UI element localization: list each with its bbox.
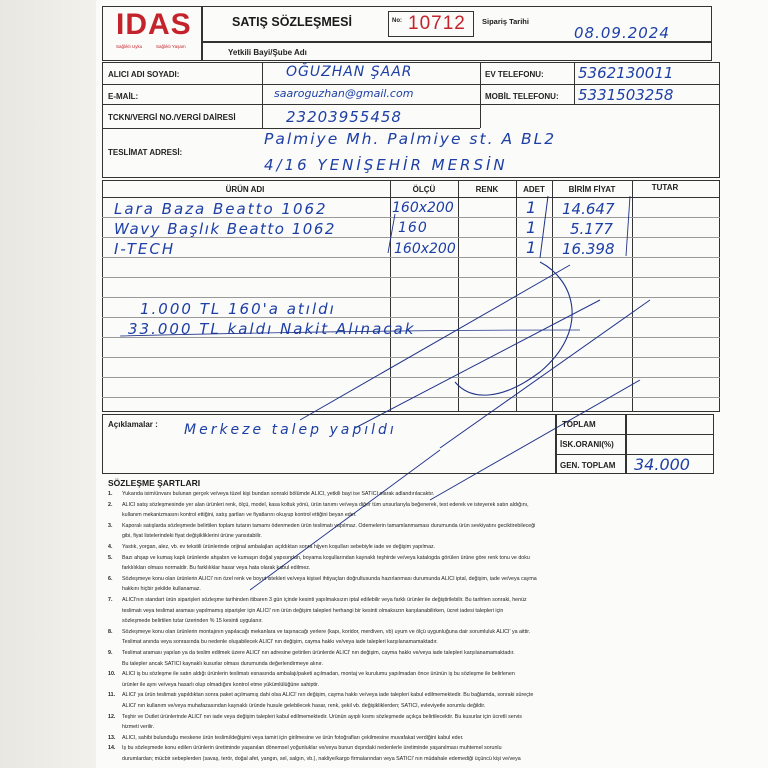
contract-number: 10712 (408, 13, 466, 34)
terms-clause (108, 703, 708, 710)
clause-number: 13. (108, 734, 116, 741)
clause-text: sözleşmede belirtilen tutar üzerinden % 15 kesinti uygulanır. (122, 618, 263, 625)
contract-title: SATIŞ SÖZLEŞMESİ (232, 15, 352, 29)
terms-clause (108, 544, 708, 551)
clause-text: Teslimat araması yapılan ya da teslim edilmek üzere ALICI' nın adresine getirilen ürünlerde ALICI' nın değişim, cayma hakkı ve/veya iade talepleri karşılanamamaktadır. (122, 650, 515, 656)
item-size: 160x200 (394, 241, 456, 257)
item-unit-price: 14.647 (562, 200, 615, 218)
terms-clause (108, 692, 708, 699)
clause-number: 5. (108, 554, 113, 561)
clause-number: 14. (108, 745, 116, 752)
terms-clause (108, 523, 708, 530)
email-label: E-MAİL: (108, 92, 139, 101)
header-color: RENK (475, 185, 499, 194)
clause-text: ürünler ile aynı ve/veya hasarlı olup olmadığını kontrol etme yükümlülüğüne sahiptir. (122, 681, 319, 688)
terms-clause (108, 512, 708, 519)
clause-text: ALICI, sahibi bulunduğu meskene ürün teslimi/değişimi veya tamiri için girilmesine ve ürün fotoğrafları çekilmesine muvafakat verdiğini kabul eder. (122, 734, 464, 741)
clause-number: 11. (108, 692, 116, 699)
clause-text: ALICI satış sözleşmesinde yer alan ürünleri renk, ölçü, model, kasa koltuk yönü, ürün tanımı ve/veya diğer tüm unsurlarıyla beğenerek, test ederek ve isteyerek satın aldığını, (122, 501, 529, 508)
clause-number: 8. (108, 628, 113, 635)
clause-text: kullanım mekanizmasını kontrol ettiğini, satış şartları ve fiyatlarını okuyup kontrol ettiğini beyan eder. (122, 512, 357, 519)
item-unit-price: 16.398 (562, 240, 615, 258)
grand-total-value: 34.000 (634, 455, 690, 474)
logo-tagline-left: Sağlıklı Uyku (116, 44, 143, 49)
item-size: 160x200 (392, 200, 454, 216)
terms-clause (108, 533, 708, 540)
clause-text: hizmeti verilir. (122, 724, 155, 731)
clause-text: ALICI' nın kullanım ve/veya muhafazasından kaynaklı üründe husule gelebilecek hasar, renk, şekil vb. değişikliklerden; SATICI, evleviyetle sorumlu değildir. (122, 703, 486, 709)
clause-number: 6. (108, 575, 113, 582)
address-label: TESLİMAT ADRESİ: (108, 148, 183, 157)
item-product: Lara Baza Beatto 1062 (114, 200, 328, 218)
clause-number: 1. (108, 491, 113, 497)
address-line1: Palmiye Mh. Palmiye st. A BL2 (264, 130, 557, 148)
clause-text: Bu talepler ancak SATICI kaynaklı kusurlar olması durumunda değerlendirmeye alınır. (122, 660, 323, 667)
terms-clause (108, 608, 708, 615)
payment-note-1: 1.000 TL 160'a atıldı (140, 300, 336, 318)
home-phone-value: 5362130011 (578, 64, 674, 82)
order-date-label: Sipariş Tarihi (482, 17, 529, 26)
item-qty: 1 (526, 198, 538, 217)
contract-no-label: No: (392, 18, 402, 24)
terms-clause (108, 650, 708, 657)
item-qty: 1 (526, 218, 538, 237)
terms-clause (108, 502, 708, 509)
header-product: ÜRÜN ADI (225, 185, 265, 194)
terms-clause (108, 671, 708, 678)
mobile-phone-value: 5331503258 (578, 86, 674, 104)
customer-name-label: ALICI ADI SOYADI: (108, 70, 180, 79)
clause-number: 12. (108, 713, 116, 720)
clause-text: Sözleşmeye konu olan ürünlerin montajının yapılacağı mekanlara ve taşınacağı yerlere (kapı, koridor, merdiven, vb) uyum ve ölçü uygunluğuna dair sorumluluk ALICI' ya aittir. (122, 628, 531, 635)
header-unit-price: BİRİM FİYAT (568, 185, 616, 194)
clause-number: 4. (108, 544, 113, 550)
header-qty: ADET (523, 185, 545, 194)
clause-text: Kaporalı satışlarda sözleşmede belirtilen toplam tutarın tamamı ödenmeden ürün teslimatı yapılmaz. Ödemelerin tamamlanmaması durumunda ürün sevkiyatını geciktirebileceği (122, 522, 536, 529)
payment-note-2: 33.000 TL kaldı Nakit Alınacak (128, 320, 416, 338)
home-phone-label: EV TELEFONU: (485, 70, 544, 79)
terms-clause (108, 682, 708, 689)
clause-number: 7. (108, 597, 113, 603)
terms-title: SÖZLEŞME ŞARTLARI (108, 478, 201, 488)
terms-clause (108, 491, 708, 498)
terms-clause (108, 576, 708, 583)
terms-clause (108, 618, 708, 625)
clause-text: Sözleşmeye konu olan ürünlerin ALICI' nın özel renk ve boyut istekleri ve/veya kişisel ihtiyaçları doğrultusunda hazırlanması durumunda ALICI iptal, değişim, iade ve/veya cayma (122, 575, 537, 582)
clause-text: gibi, fiyat listelerindeki fiyat değişikliklerini ürüne yansıtabilir. (122, 533, 262, 540)
tckn-value: 23203955458 (286, 108, 402, 126)
terms-clause (108, 756, 708, 763)
item-qty: 1 (526, 238, 538, 257)
clause-number: 3. (108, 522, 113, 529)
clause-text: hakkını hiçbir şekilde kullanamaz. (122, 586, 201, 593)
customer-name-value: OĞUZHAN ŞAAR (286, 64, 413, 80)
clause-number: 2. (108, 501, 113, 508)
terms-clause (108, 745, 708, 752)
email-value: saaroguzhan@gmail.com (274, 87, 414, 100)
terms-clause (108, 714, 708, 721)
clause-text: teslimatı veya teslimat araması yapılmamış siparişler için ALICI' nın ürün değişim talepleri herhangi bir kesinti olmaksızın karşılanabilirken, ücret iadesi talepleri için (122, 607, 504, 614)
remarks-value: Merkeze talep yapıldı (184, 422, 397, 438)
dealer-label: Yetkili Bayi/Şube Adı (228, 48, 307, 57)
clause-number: 9. (108, 650, 113, 656)
clause-text: İş bu sözleşmede konu edilen ürünlerin üretiminde yaşanılan dönemsel yoğunluklar ve/veya bunun dışındaki nedenlerle üretiminde yaşanılması muhtemel sorunlu (122, 745, 502, 752)
terms-clause (108, 724, 708, 731)
tckn-label: TCKN/VERGİ NO./VERGİ DAİRESİ (108, 113, 236, 122)
total-label: TOPLAM (562, 420, 596, 429)
terms-clause (108, 555, 708, 562)
clause-text: Teşhir ve Outlet ürünlerinde ALICI' nın iade veya değişim talepleri kabul edilmemektedir. Ürünün ayıplı kısmı sözleşmede açıkça belirtilecektir. Bu kusurlar için ücretli servis (122, 713, 522, 720)
item-unit-price: 5.177 (570, 220, 613, 238)
clause-text: ALICI iş bu sözleşme ile satın aldığı ürünlerin teslimatı esnasında ambalajı/paketi açılmadan, montaj ve kurulumu yapılmadan önce ürünün iş bu sözleşme ile belirlenen (122, 671, 515, 678)
clause-text: ALICI'nın standart ürün siparişleri sözleşme tarihinden itibaren 3 gün içinde kesinti yapılmaksızın iptal edilebilir veya farklı ürünler ile değiştirilebilir. Bu tarihten sonraki, henüz (122, 597, 527, 603)
clause-text: Bazı ahşap ve kumaş kaplı ürünlerde ahşabın ve kumaşın doğal yapısından, boyama koşullarından kaynaklı teşhirde ve/veya katalogda görülen ürüne göre renk tonu ve doku (122, 554, 530, 561)
terms-clause (108, 639, 708, 646)
clause-number: 10. (108, 671, 116, 678)
logo-text: IDAS (116, 8, 192, 41)
grand-total-label: GEN. TOPLAM (560, 461, 616, 470)
clause-text: farklılıkları olması normaldir. Bu farklılıklar hasar veya hata olarak kabul edilmez. (122, 565, 311, 572)
discount-label: İSK.ORANI(%) (560, 440, 614, 449)
header-total: TUTAR (651, 183, 679, 192)
terms-clause (108, 661, 708, 668)
row-divider (556, 434, 714, 435)
item-product: I-TECH (114, 240, 176, 258)
clause-text: ALICI' ya ürün teslimatı yapıldıktan sonra paket açılmamış dahi olsa ALICI' nın değişim, cayma hakkı ve/veya iade talepleri kabul edilmemektedir. Bu bağlamda, sonraki süreçte (122, 692, 534, 699)
item-product: Wavy Başlık Beatto 1062 (114, 220, 336, 238)
header-size: ÖLÇÜ (412, 185, 436, 194)
address-line2: 4/16 YENİŞEHİR MERSİN (264, 156, 508, 174)
terms-clause (108, 586, 708, 593)
terms-clause (108, 735, 708, 742)
clause-text: durumlardan; mücbir sebeplerden (savaş, terör, doğal afet, yangın, sel, salgın, vb.), nakliye/kargo firmalarından veya SATICI' nın müdahale edemediği üçüncü kişi ve/veya (122, 756, 521, 762)
clause-text: Yastık, yorgan, alez, vb. ev tekstili ürünlerinde orijinal ambalajları açıldıktan sonra hijyen koşulları sebebiyle iade ve değişim yapılmaz. (122, 544, 436, 550)
terms-clause (108, 565, 708, 572)
terms-clause (108, 629, 708, 636)
remarks-label: Açıklamalar : (108, 420, 158, 429)
item-size: 160 (398, 220, 428, 236)
clause-text: Yukarıda isim/ünvanı bulunan gerçek ve/veya tüzel kişi bundan sonraki bölümde ALICI, yetkili bayi ise SATICI olarak adlandırılacaktır. (122, 491, 435, 497)
order-date-value: 08.09.2024 (574, 24, 670, 42)
clause-text: Teslimat anında veya sonrasında bu nedenle oluşabilecek ALICI' nın değişim, cayma hakkı ve/veya iade talepleri karşılanamamaktadır. (122, 639, 438, 646)
logo-tagline-right: Sağlıklı Yaşam (156, 44, 186, 49)
terms-clause (108, 597, 708, 604)
mobile-phone-label: MOBİL TELEFONU: (485, 92, 559, 101)
